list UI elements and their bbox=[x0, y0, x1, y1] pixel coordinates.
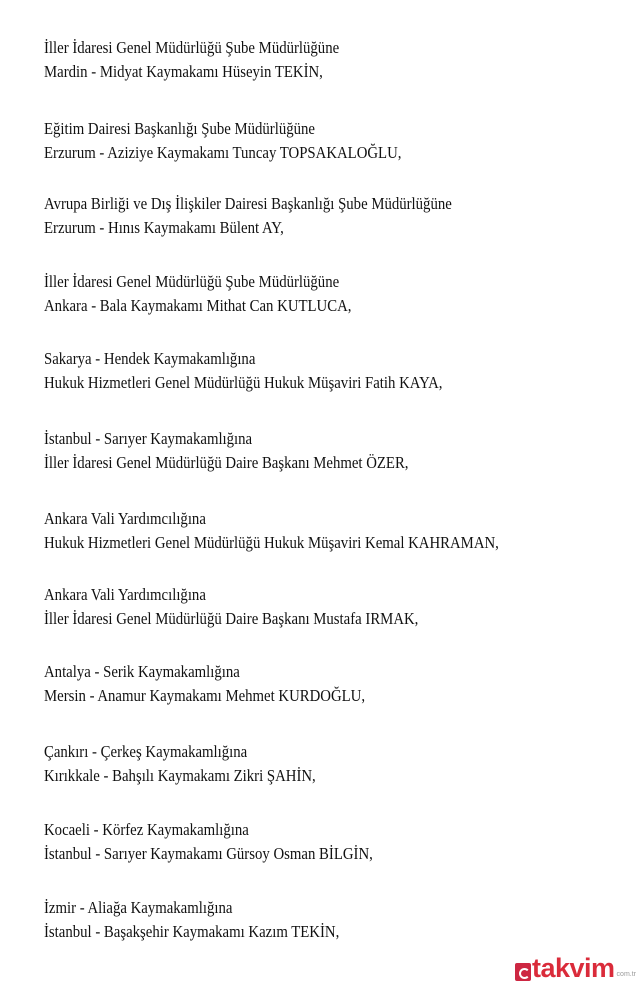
appointee-line: Mersin - Anamur Kaymakamı Mehmet KURDOĞLU, bbox=[44, 686, 366, 705]
takvim-logo-icon bbox=[515, 963, 531, 981]
appointment-entry bbox=[44, 36, 634, 84]
appointee-line: İstanbul - Sarıyer Kaymakamı Gürsoy Osman BİLGİN, bbox=[44, 844, 373, 863]
new-position-line: İller İdaresi Genel Müdürlüğü Şube Müdürlüğüne bbox=[44, 272, 340, 291]
new-position-line: İller İdaresi Genel Müdürlüğü Şube Müdürlüğüne bbox=[44, 38, 340, 57]
new-position-line: Antalya - Serik Kaymakamlığına bbox=[44, 662, 240, 681]
appointment-entry bbox=[44, 192, 634, 240]
appointee-line: Mardin - Midyat Kaymakamı Hüseyin TEKİN, bbox=[44, 62, 323, 81]
new-position-line: Ankara Vali Yardımcılığına bbox=[44, 585, 206, 604]
appointment-entry bbox=[44, 270, 634, 318]
appointee-line: İstanbul - Başakşehir Kaymakamı Kazım TEKİN, bbox=[44, 922, 340, 941]
appointee-line: İller İdaresi Genel Müdürlüğü Daire Başkanı Mustafa IRMAK, bbox=[44, 609, 419, 628]
appointee-line: Erzurum - Aziziye Kaymakamı Tuncay TOPSAKALOĞLU, bbox=[44, 143, 402, 162]
new-position-line: Sakarya - Hendek Kaymakamlığına bbox=[44, 349, 256, 368]
new-position-line: Kocaeli - Körfez Kaymakamlığına bbox=[44, 820, 249, 839]
new-position-line: Ankara Vali Yardımcılığına bbox=[44, 509, 206, 528]
new-position-line: Çankırı - Çerkeş Kaymakamlığına bbox=[44, 742, 248, 761]
appointee-line: Ankara - Bala Kaymakamı Mithat Can KUTLUCA, bbox=[44, 296, 352, 315]
appointment-entry bbox=[44, 583, 634, 631]
appointment-entry bbox=[44, 427, 634, 475]
appointment-entry bbox=[44, 117, 634, 165]
new-position-line: Avrupa Birliği ve Dış İlişkiler Dairesi Başkanlığı Şube Müdürlüğüne bbox=[44, 194, 452, 213]
watermark-domain: com.tr bbox=[616, 971, 636, 978]
appointment-entry bbox=[44, 818, 634, 866]
appointee-line: Erzurum - Hınıs Kaymakamı Bülent AY, bbox=[44, 218, 284, 237]
new-position-line: Eğitim Dairesi Başkanlığı Şube Müdürlüğüne bbox=[44, 119, 315, 138]
appointee-line: Kırıkkale - Bahşılı Kaymakamı Zikri ŞAHİN, bbox=[44, 766, 316, 785]
appointment-entry bbox=[44, 896, 634, 944]
appointee-line: Hukuk Hizmetleri Genel Müdürlüğü Hukuk Müşaviri Fatih KAYA, bbox=[44, 373, 443, 392]
appointee-line: Hukuk Hizmetleri Genel Müdürlüğü Hukuk Müşaviri Kemal KAHRAMAN, bbox=[44, 533, 499, 552]
appointee-line: İller İdaresi Genel Müdürlüğü Daire Başkanı Mehmet ÖZER, bbox=[44, 453, 409, 472]
appointment-entry bbox=[44, 660, 634, 708]
appointment-entry bbox=[44, 507, 634, 555]
appointment-entry bbox=[44, 740, 634, 788]
new-position-line: İzmir - Aliağa Kaymakamlığına bbox=[44, 898, 233, 917]
watermark-brand: takvim bbox=[531, 953, 615, 983]
takvim-watermark bbox=[515, 955, 636, 981]
new-position-line: İstanbul - Sarıyer Kaymakamlığına bbox=[44, 429, 253, 448]
appointment-entry bbox=[44, 347, 634, 395]
